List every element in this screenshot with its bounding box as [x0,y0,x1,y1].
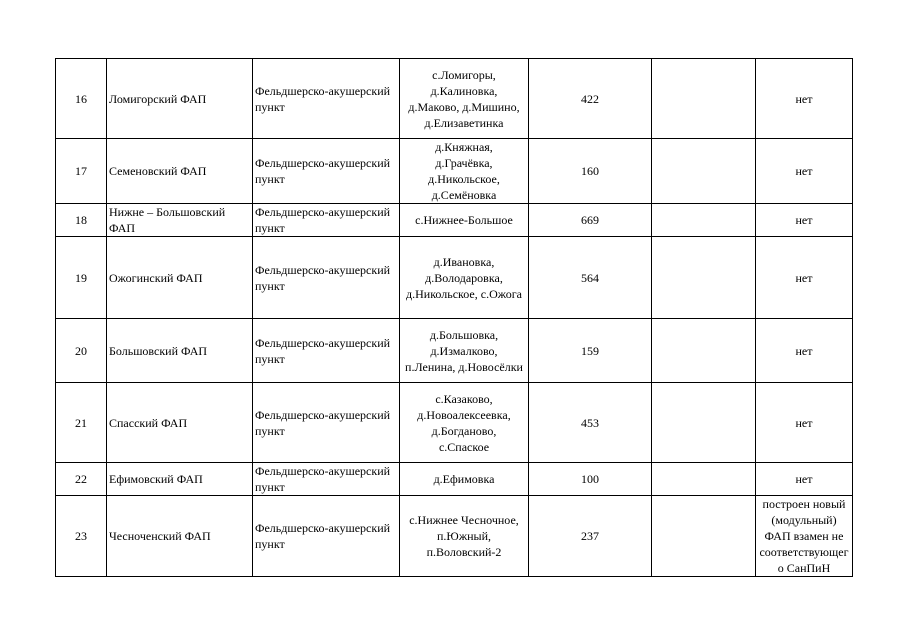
cell-line: д.Семёновка [431,188,497,202]
empty-cell [652,383,756,463]
note-line: нет [795,270,813,285]
facility-type-cell: Фельдшерско-акушерский пункт [253,383,400,463]
population-cell: 564 [529,237,652,319]
empty-cell [652,139,756,204]
facility-name-cell: Ломигорский ФАП [107,59,253,139]
facility-type-cell: Фельдшерско-акушерский пункт [253,463,400,496]
empty-cell [652,204,756,237]
cell-line: д.Ивановка, [433,254,495,269]
cell-line: с.Нижнее Чесночное, [409,513,519,527]
cell-line: с.Нижнее-Большое [415,213,513,227]
population-cell: 160 [529,139,652,204]
empty-cell [652,496,756,577]
row-number-cell: 20 [56,319,107,383]
table-row [56,204,853,237]
row-number-cell: 22 [56,463,107,496]
table-row [56,139,853,204]
locations-cell [400,383,529,463]
cell-line: с.Казаково, [435,391,493,406]
note-line: соответствующег [759,545,849,559]
note-cell [756,463,853,496]
empty-cell [652,237,756,319]
cell-line: д.Елизаветинка [424,115,504,130]
note-cell [756,204,853,237]
locations-cell [400,204,529,237]
row-number-cell: 19 [56,237,107,319]
note-cell [756,139,853,204]
facility-type-cell: Фельдшерско-акушерский пункт [253,59,400,139]
cell-line: п.Южный, [436,529,492,543]
note-line: нет [795,343,813,358]
cell-line: д.Грачёвка, [435,156,493,170]
empty-cell [652,319,756,383]
facility-type-cell: Фельдшерско-акушерский пункт [253,204,400,237]
cell-line: с.Ломигоры, [432,67,496,82]
note-line: нет [795,91,813,106]
facility-name-cell: Ефимовский ФАП [107,463,253,496]
population-cell: 453 [529,383,652,463]
facility-name-cell: Спасский ФАП [107,383,253,463]
locations-cell [400,319,529,383]
cell-line: д.Маково, д.Мишино, [408,99,520,114]
empty-cell [652,59,756,139]
note-cell [756,237,853,319]
facility-name-cell: Чесноченский ФАП [107,496,253,577]
facility-type-cell: Фельдшерско-акушерский пункт [253,496,400,577]
note-cell [756,496,853,577]
population-cell: 159 [529,319,652,383]
facility-name-cell: Большовский ФАП [107,319,253,383]
table-row [56,237,853,319]
row-number-cell: 18 [56,204,107,237]
cell-line: д.Княжная, [435,140,493,154]
note-line: о СанПиН [777,561,831,575]
locations-cell [400,59,529,139]
row-number-cell: 17 [56,139,107,204]
table-body [56,59,853,577]
population-cell: 669 [529,204,652,237]
facility-name-cell: Семеновский ФАП [107,139,253,204]
table-row [56,463,853,496]
facility-type-cell: Фельдшерско-акушерский пункт [253,319,400,383]
note-line: нет [795,472,813,486]
locations-cell [400,237,529,319]
cell-line: п.Ленина, д.Новосёлки [405,359,523,374]
table-row [56,59,853,139]
facilities-table [55,58,853,577]
population-cell: 100 [529,463,652,496]
cell-line: с.Спаское [438,439,490,454]
note-line: (модульный) [771,513,837,527]
cell-line: д.Богданово, [431,423,497,438]
note-cell [756,383,853,463]
locations-cell [400,463,529,496]
cell-line: д.Никольское, с.Ожога [406,286,522,301]
cell-line: д.Ефимовка [433,472,495,486]
population-cell: 237 [529,496,652,577]
note-cell [756,59,853,139]
cell-line: д.Володаровка, [425,270,503,285]
locations-cell [400,496,529,577]
facility-name-cell: Нижне – Большовский ФАП [107,204,253,237]
note-line: построен новый [762,497,846,511]
table-row [56,383,853,463]
empty-cell [652,463,756,496]
cell-line: д.Новоалексеевка, [417,407,511,422]
note-cell [756,319,853,383]
locations-cell [400,139,529,204]
note-line: ФАП взамен не [764,529,844,543]
cell-line: д.Измалково, [430,343,498,358]
table-row [56,496,853,577]
table-row [56,319,853,383]
population-cell: 422 [529,59,652,139]
note-line: нет [795,164,813,178]
cell-line: д.Никольское, [428,172,500,186]
facility-type-cell: Фельдшерско-акушерский пункт [253,237,400,319]
note-line: нет [795,213,813,227]
row-number-cell: 23 [56,496,107,577]
facility-name-cell: Ожогинский ФАП [107,237,253,319]
cell-line: п.Воловский-2 [426,545,502,559]
row-number-cell: 21 [56,383,107,463]
note-line: нет [795,415,813,430]
facility-type-cell: Фельдшерско-акушерский пункт [253,139,400,204]
cell-line: д.Большовка, [429,327,499,342]
cell-line: д.Калиновка, [430,83,498,98]
row-number-cell: 16 [56,59,107,139]
